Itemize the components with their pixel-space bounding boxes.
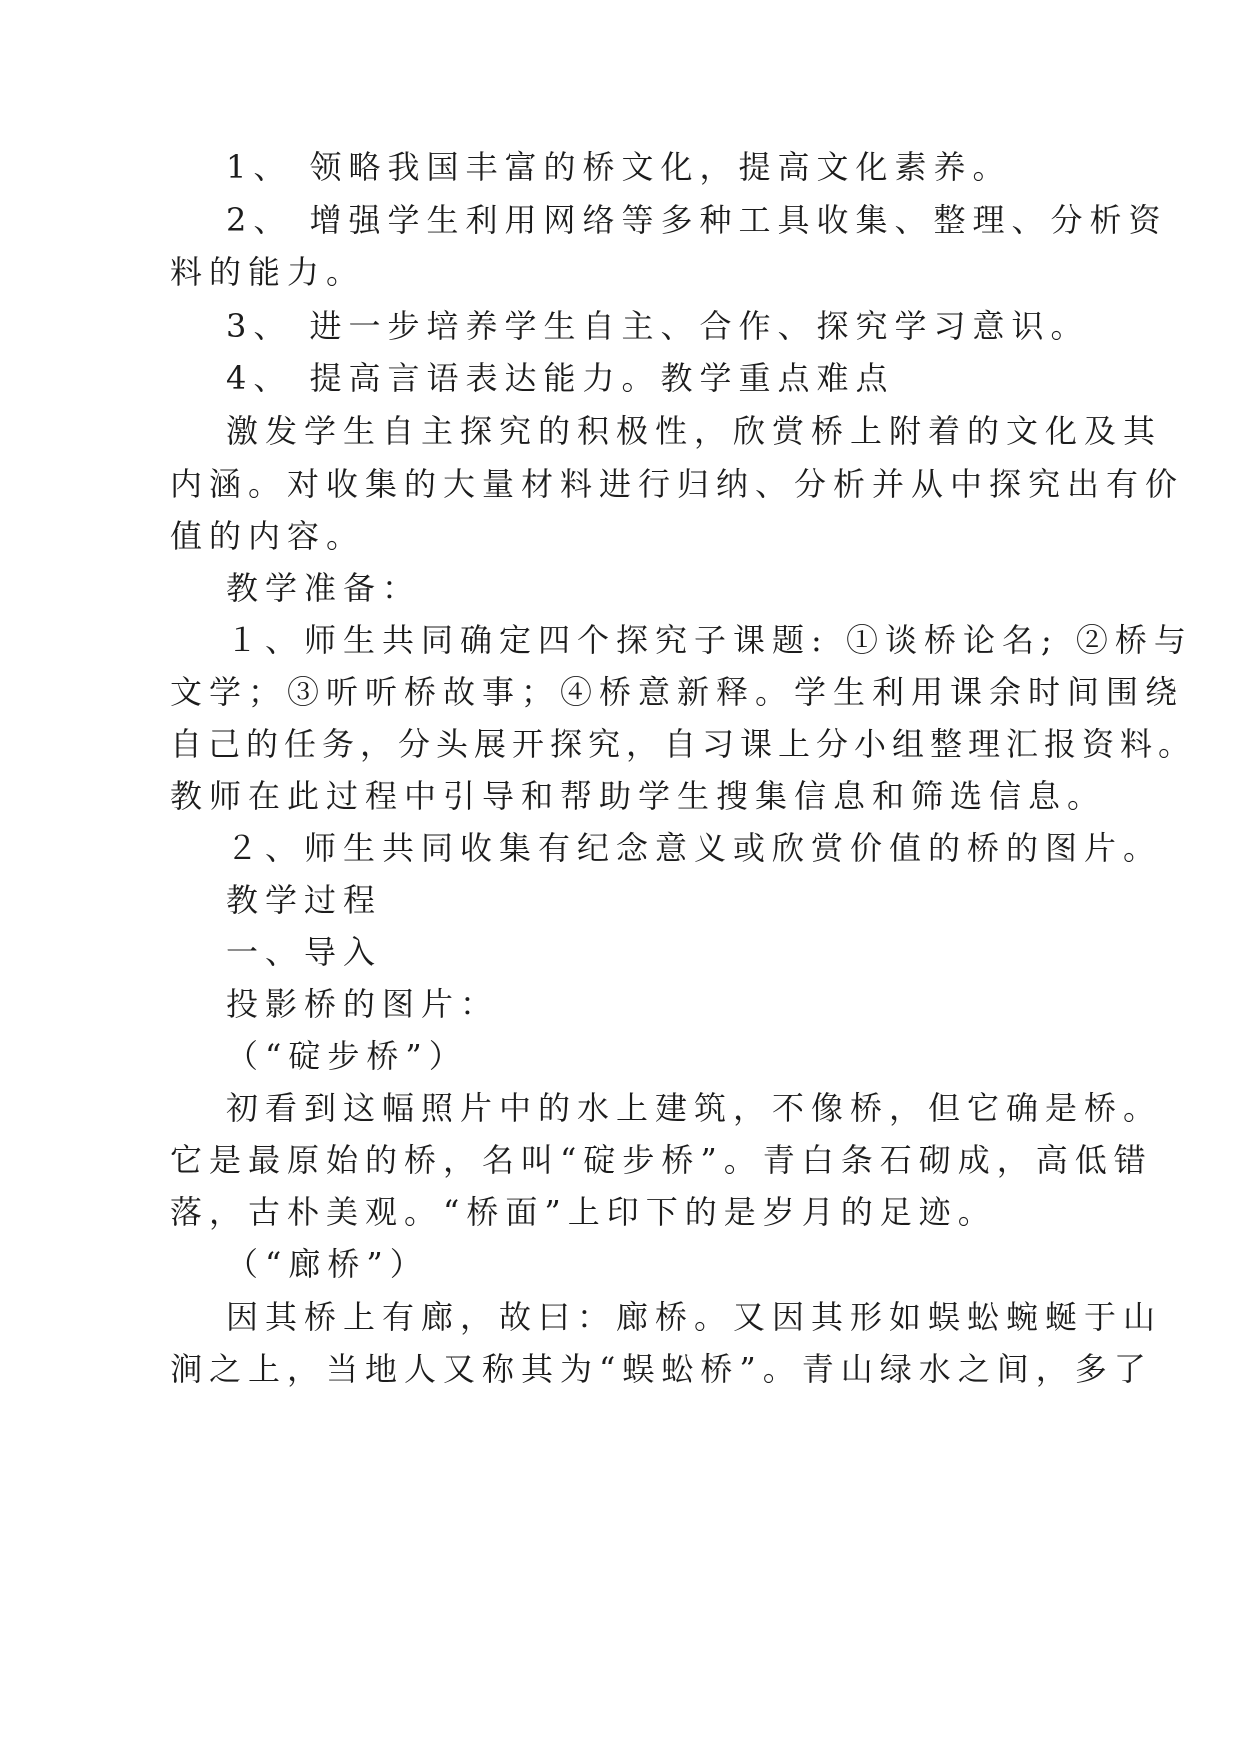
text-line: 教学准备： — [226, 569, 422, 607]
text-line: ２、师生共同收集有纪念意义或欣赏价值的桥的图片。 — [226, 829, 1163, 867]
text-line: 4、 提高言语表达能力。教学重点难点 — [226, 359, 895, 397]
text-line: 因其桥上有廊，故曰：廊桥。又因其形如蜈蚣蜿蜒于山 — [226, 1298, 1163, 1336]
text-line: 它是最原始的桥，名叫“碇步桥”。青白条石砌成，高低错 — [170, 1141, 1153, 1179]
text-line: 一、导入 — [226, 933, 383, 971]
text-line: 3、 进一步培养学生自主、合作、探究学习意识。 — [226, 307, 1090, 345]
text-line: 料的能力。 — [170, 253, 366, 291]
text-line: 2、 增强学生利用网络等多种工具收集、整理、分析资 — [226, 201, 1168, 239]
text-line: 投影桥的图片： — [226, 985, 500, 1023]
text-line: 涧之上，当地人又称其为“蜈蚣桥”。青山绿水之间，多了 — [170, 1350, 1153, 1388]
text-line: 自己的任务，分头展开探究，自习课上分小组整理汇报资料。 — [170, 725, 1197, 763]
text-line: （“碇步桥”） — [226, 1037, 468, 1075]
text-line: 值的内容。 — [170, 517, 366, 555]
text-line: 内涵。对收集的大量材料进行归纳、分析并从中探究出有价 — [170, 465, 1185, 503]
text-line: 初看到这幅照片中的水上建筑，不像桥，但它确是桥。 — [226, 1089, 1163, 1127]
text-line: 教学过程 — [226, 881, 383, 919]
text-line: 激发学生自主探究的积极性，欣赏桥上附着的文化及其 — [226, 412, 1163, 450]
text-line: 落，古朴美观。“桥面”上印下的是岁月的足迹。 — [170, 1193, 997, 1231]
text-line: 文学；③听听桥故事；④桥意新释。学生利用课余时间围绕 — [170, 673, 1185, 711]
text-line: １、师生共同确定四个探究子课题: ①谈桥论名; ②桥与 — [226, 621, 1193, 659]
text-line: 1、 领略我国丰富的桥文化，提高文化素养。 — [226, 148, 1012, 186]
text-line: （“廊桥”） — [226, 1245, 429, 1283]
text-line: 教师在此过程中引导和帮助学生搜集信息和筛选信息。 — [170, 777, 1107, 815]
